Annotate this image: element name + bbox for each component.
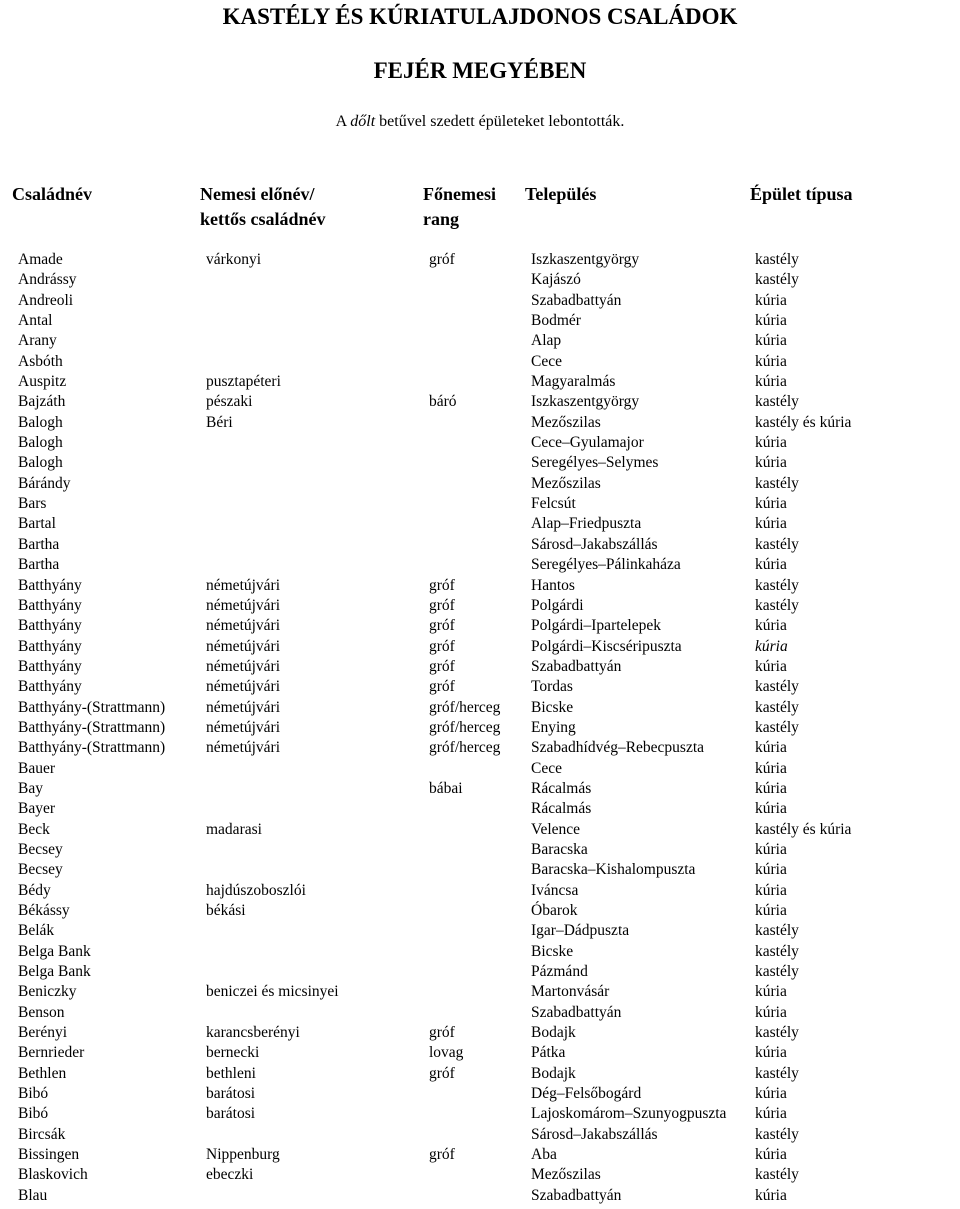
cell-building-type: kastély és kúria <box>755 413 852 431</box>
cell-settlement: Cece <box>531 352 562 370</box>
cell-settlement: Baracska <box>531 840 588 858</box>
table-row <box>0 1084 960 1104</box>
cell-family-name: Batthyány <box>18 678 82 696</box>
cell-building-type: kúria <box>755 352 787 370</box>
cell-building-type: kúria <box>755 800 787 818</box>
cell-noble-name: németújvári <box>206 576 281 594</box>
cell-settlement: Sárosd–Jakabszállás <box>531 1125 658 1143</box>
table-row <box>0 616 960 636</box>
cell-building-type: kastély <box>755 251 799 268</box>
cell-family-name: Batthyány-(Strattmann) <box>18 698 166 716</box>
cell-settlement: Szabadbattyán <box>531 1003 622 1021</box>
cell-building-type: kúria <box>755 1105 787 1123</box>
table-row <box>0 331 960 351</box>
cell-family-name: Batthyány <box>18 596 82 614</box>
cell-building-type: kúria <box>755 902 787 919</box>
cell-rank: gróf/herceg <box>429 739 501 757</box>
cell-family-name: Becsey <box>18 840 63 858</box>
cell-settlement: Aba <box>531 1146 557 1164</box>
cell-settlement: Polgárdi–Kiscséripuszta <box>531 637 682 655</box>
table-row <box>0 982 960 1002</box>
cell-noble-name: németújvári <box>206 637 281 655</box>
table-row <box>0 779 960 799</box>
cell-building-type: kúria <box>755 1085 787 1103</box>
cell-settlement: Felcsút <box>531 495 576 513</box>
cell-noble-name: bethleni <box>206 1064 256 1082</box>
cell-settlement: Szabadbattyán <box>531 291 622 309</box>
cell-noble-name: németújvári <box>206 698 281 716</box>
header-building-type <box>750 182 853 207</box>
table-row <box>0 250 960 270</box>
cell-rank: gróf/herceg <box>429 718 501 736</box>
cell-family-name: Andreoli <box>18 291 74 309</box>
cell-noble-name: barátosi <box>206 1085 256 1103</box>
table-row <box>0 637 960 657</box>
table-row <box>0 759 960 779</box>
cell-family-name: Bayer <box>18 800 56 818</box>
page-title: KASTÉLY ÉS KÚRIATULAJDONOS CSALÁDOK <box>222 4 738 29</box>
cell-rank: gróf <box>429 678 455 696</box>
cell-settlement: Bodmér <box>531 312 581 330</box>
cell-building-type: kastély <box>755 474 799 492</box>
cell-family-name: Arany <box>18 332 57 350</box>
cell-building-type: kúria <box>755 657 787 675</box>
cell-settlement: Magyaralmás <box>531 373 616 391</box>
cell-family-name: Bárándy <box>18 474 71 492</box>
table-row <box>0 1003 960 1023</box>
cell-building-type: kúria <box>755 1186 787 1204</box>
cell-settlement: Mezőszilas <box>531 474 601 492</box>
cell-building-type: kúria <box>755 332 787 350</box>
header-noble-name <box>200 182 326 232</box>
cell-building-type: kúria <box>755 434 787 452</box>
cell-family-name: Batthyány <box>18 637 82 655</box>
cell-noble-name: pészaki <box>206 393 253 411</box>
cell-settlement: Igar–Dádpuszta <box>531 922 630 940</box>
table-row <box>0 270 960 290</box>
cell-settlement: Pátka <box>531 1044 566 1062</box>
cell-building-type: kúria <box>755 515 787 533</box>
cell-building-type: kastély <box>755 393 799 411</box>
cell-settlement: Kajászó <box>531 271 581 289</box>
cell-family-name: Batthyány-(Strattmann) <box>18 739 166 757</box>
cell-building-type: kastély <box>755 942 799 960</box>
table-row <box>0 860 960 880</box>
cell-rank: gróf <box>429 1024 455 1042</box>
cell-settlement: Baracska–Kishalompuszta <box>531 861 696 879</box>
header-rank <box>423 182 496 232</box>
cell-noble-name: németújvári <box>206 617 281 635</box>
cell-settlement: Óbarok <box>531 902 578 919</box>
cell-family-name: Blaskovich <box>18 1166 88 1184</box>
cell-rank: lovag <box>429 1044 464 1062</box>
cell-settlement: Sárosd–Jakabszállás <box>531 535 658 553</box>
cell-family-name: Batthyány-(Strattmann) <box>18 718 166 736</box>
cell-noble-name: Nippenburg <box>206 1146 280 1164</box>
table-row <box>0 474 960 494</box>
cell-family-name: Benson <box>18 1003 65 1021</box>
cell-settlement: Dég–Felsőbogárd <box>531 1085 642 1103</box>
cell-settlement: Seregélyes–Selymes <box>531 454 659 472</box>
family-table <box>0 250 960 1206</box>
header-settlement <box>525 182 596 207</box>
table-row <box>0 718 960 738</box>
cell-settlement: Bodajk <box>531 1024 576 1042</box>
cell-building-type: kúria <box>755 1146 787 1164</box>
cell-family-name: Bajzáth <box>18 393 66 411</box>
cell-building-type: kúria <box>755 1044 787 1062</box>
cell-building-type: kúria <box>755 373 787 391</box>
table-row <box>0 942 960 962</box>
cell-rank: gróf <box>429 657 455 675</box>
header-noble-line-2: kettős családnév <box>200 209 326 229</box>
table-row <box>0 840 960 860</box>
cell-noble-name: pusztapéteri <box>206 373 281 391</box>
cell-noble-name: barátosi <box>206 1105 256 1123</box>
cell-settlement: Bicske <box>531 942 574 960</box>
cell-noble-name: várkonyi <box>206 251 262 268</box>
cell-building-type: kastély <box>755 718 799 736</box>
header-family <box>12 182 92 207</box>
cell-rank: gróf/herceg <box>429 698 501 716</box>
cell-building-type: kastély <box>755 271 799 289</box>
cell-noble-name: németújvári <box>206 657 281 675</box>
cell-rank: gróf <box>429 251 455 268</box>
table-row <box>0 352 960 372</box>
cell-family-name: Balogh <box>18 434 63 452</box>
demolished-note <box>0 113 960 131</box>
cell-settlement: Mezőszilas <box>531 1166 601 1184</box>
table-row <box>0 1043 960 1063</box>
cell-building-type: kastély <box>755 1024 799 1042</box>
cell-noble-name: békási <box>206 902 246 919</box>
cell-rank: gróf <box>429 576 455 594</box>
table-row <box>0 738 960 758</box>
cell-settlement: Rácalmás <box>531 779 592 797</box>
table-row <box>0 413 960 433</box>
cell-building-type: kúria <box>755 637 788 655</box>
table-row <box>0 494 960 514</box>
cell-family-name: Beck <box>18 820 50 838</box>
cell-family-name: Belák <box>18 922 55 940</box>
cell-building-type: kúria <box>755 983 787 1001</box>
cell-noble-name: németújvári <box>206 718 281 736</box>
cell-family-name: Bars <box>18 495 47 513</box>
cell-noble-name: németújvári <box>206 739 281 757</box>
cell-building-type: kastély <box>755 963 799 981</box>
cell-rank: gróf <box>429 1146 455 1164</box>
cell-family-name: Balogh <box>18 413 63 431</box>
cell-family-name: Bibó <box>18 1085 49 1103</box>
cell-family-name: Blau <box>18 1186 48 1204</box>
cell-building-type: kúria <box>755 739 787 757</box>
cell-noble-name: bernecki <box>206 1044 260 1062</box>
cell-family-name: Bartal <box>18 515 56 533</box>
table-row <box>0 1125 960 1145</box>
cell-family-name: Batthyány <box>18 617 82 635</box>
cell-family-name: Becsey <box>18 861 63 879</box>
cell-rank: gróf <box>429 596 455 614</box>
cell-settlement: Iszkaszentgyörgy <box>531 393 640 411</box>
cell-rank: bábai <box>429 779 463 797</box>
cell-settlement: Rácalmás <box>531 800 592 818</box>
cell-settlement: Iváncsa <box>531 881 579 899</box>
table-row <box>0 392 960 412</box>
cell-noble-name: hajdúszoboszlói <box>206 881 306 899</box>
cell-rank: gróf <box>429 617 455 635</box>
cell-settlement: Alap–Friedpuszta <box>531 515 642 533</box>
header-settlement-line-1: Település <box>525 184 597 204</box>
cell-settlement: Velence <box>531 820 581 838</box>
cell-building-type: kastély <box>755 576 799 594</box>
cell-family-name: Bay <box>18 779 43 797</box>
cell-family-name: Auspitz <box>18 373 67 391</box>
table-row <box>0 372 960 392</box>
cell-settlement: Hantos <box>531 576 575 594</box>
cell-settlement: Szabadbattyán <box>531 1186 622 1204</box>
cell-family-name: Asbóth <box>18 352 63 370</box>
table-row <box>0 514 960 534</box>
note-italic-word: dőlt <box>350 113 376 130</box>
cell-settlement: Cece–Gyulamajor <box>531 434 644 452</box>
cell-building-type: kastély <box>755 678 799 696</box>
cell-family-name: Bauer <box>18 759 56 777</box>
table-row <box>0 962 960 982</box>
table-row <box>0 881 960 901</box>
cell-family-name: Beniczky <box>18 983 77 1001</box>
cell-family-name: Bethlen <box>18 1064 67 1082</box>
cell-noble-name: madarasi <box>206 820 262 838</box>
cell-building-type: kúria <box>755 312 787 330</box>
table-row <box>0 657 960 677</box>
cell-building-type: kúria <box>755 1003 787 1021</box>
header-noble-line-1: Nemesi előnév/ <box>200 184 315 204</box>
cell-family-name: Bissingen <box>18 1146 80 1164</box>
table-row <box>0 433 960 453</box>
cell-settlement: Bodajk <box>531 1064 576 1082</box>
table-row <box>0 698 960 718</box>
cell-building-type: kastély <box>755 922 799 940</box>
table-row <box>0 677 960 697</box>
cell-settlement: Tordas <box>531 678 573 696</box>
cell-building-type: kúria <box>755 840 787 858</box>
table-row <box>0 799 960 819</box>
cell-settlement: Pázmánd <box>531 963 588 981</box>
cell-settlement: Seregélyes–Pálinkaháza <box>531 556 681 574</box>
note-suffix: betűvel szedett épületeket lebontották. <box>375 113 625 130</box>
cell-settlement: Cece <box>531 759 562 777</box>
cell-noble-name: ebeczki <box>206 1166 254 1184</box>
cell-rank: gróf <box>429 1064 455 1082</box>
cell-building-type: kúria <box>755 617 787 635</box>
cell-building-type: kúria <box>755 759 787 777</box>
cell-building-type: kúria <box>755 454 787 472</box>
cell-building-type: kúria <box>755 881 787 899</box>
cell-building-type: kastély <box>755 596 799 614</box>
cell-family-name: Belga Bank <box>18 942 91 960</box>
cell-family-name: Andrássy <box>18 271 77 289</box>
cell-building-type: kúria <box>755 556 787 574</box>
cell-family-name: Bircsák <box>18 1125 66 1143</box>
table-row <box>0 1023 960 1043</box>
cell-building-type: kastély és kúria <box>755 820 852 838</box>
cell-building-type: kúria <box>755 779 787 797</box>
cell-noble-name: Béri <box>206 413 233 431</box>
header-rank-line-2: rang <box>423 209 459 229</box>
cell-settlement: Lajoskomárom–Szunyogpuszta <box>531 1105 727 1123</box>
cell-settlement: Bicske <box>531 698 574 716</box>
note-prefix: A <box>335 113 351 130</box>
cell-family-name: Bartha <box>18 535 60 553</box>
table-row <box>0 901 960 921</box>
cell-building-type: kastély <box>755 535 799 553</box>
table-row <box>0 1145 960 1165</box>
cell-settlement: Iszkaszentgyörgy <box>531 251 640 268</box>
cell-family-name: Balogh <box>18 454 63 472</box>
cell-building-type: kastély <box>755 1064 799 1082</box>
table-row <box>0 596 960 616</box>
cell-family-name: Berényi <box>18 1024 68 1042</box>
cell-settlement: Martonvásár <box>531 983 610 1001</box>
cell-settlement: Polgárdi <box>531 596 584 614</box>
table-row <box>0 1104 960 1124</box>
header-type-line-1: Épület típusa <box>750 184 853 204</box>
cell-family-name: Batthyány <box>18 657 82 675</box>
table-row <box>0 1064 960 1084</box>
table-row <box>0 576 960 596</box>
cell-noble-name: beniczei és micsinyei <box>206 983 339 1001</box>
cell-family-name: Belga Bank <box>18 963 91 981</box>
header-rank-line-1: Főnemesi <box>423 184 496 204</box>
cell-settlement: Szabadhídvég–Rebecpuszta <box>531 739 705 757</box>
cell-family-name: Batthyány <box>18 576 82 594</box>
cell-settlement: Alap <box>531 332 562 350</box>
table-row <box>0 453 960 473</box>
table-row <box>0 291 960 311</box>
cell-rank: gróf <box>429 637 455 655</box>
cell-rank: báró <box>429 393 457 411</box>
table-row <box>0 1186 960 1206</box>
page-subtitle: FEJÉR MEGYÉBEN <box>373 58 587 83</box>
cell-settlement: Szabadbattyán <box>531 657 622 675</box>
table-row <box>0 311 960 331</box>
table-row <box>0 1165 960 1185</box>
cell-building-type: kastély <box>755 698 799 716</box>
cell-family-name: Amade <box>18 251 63 268</box>
table-row <box>0 555 960 575</box>
cell-family-name: Bibó <box>18 1105 49 1123</box>
cell-building-type: kúria <box>755 861 787 879</box>
header-family-line-1: Családnév <box>12 184 93 204</box>
cell-building-type: kastély <box>755 1125 799 1143</box>
cell-family-name: Bartha <box>18 556 60 574</box>
cell-family-name: Bédy <box>18 881 51 899</box>
cell-building-type: kastély <box>755 1166 799 1184</box>
cell-settlement: Enying <box>531 718 576 736</box>
cell-noble-name: karancsberényi <box>206 1024 300 1042</box>
cell-settlement: Polgárdi–Ipartelepek <box>531 617 661 635</box>
cell-family-name: Békássy <box>18 902 70 919</box>
table-row <box>0 535 960 555</box>
cell-building-type: kúria <box>755 495 787 513</box>
table-row <box>0 921 960 941</box>
cell-building-type: kúria <box>755 291 787 309</box>
cell-family-name: Bernrieder <box>18 1044 85 1062</box>
cell-noble-name: németújvári <box>206 678 281 696</box>
cell-family-name: Antal <box>18 312 53 330</box>
cell-noble-name: németújvári <box>206 596 281 614</box>
cell-settlement: Mezőszilas <box>531 413 601 431</box>
table-row <box>0 820 960 840</box>
